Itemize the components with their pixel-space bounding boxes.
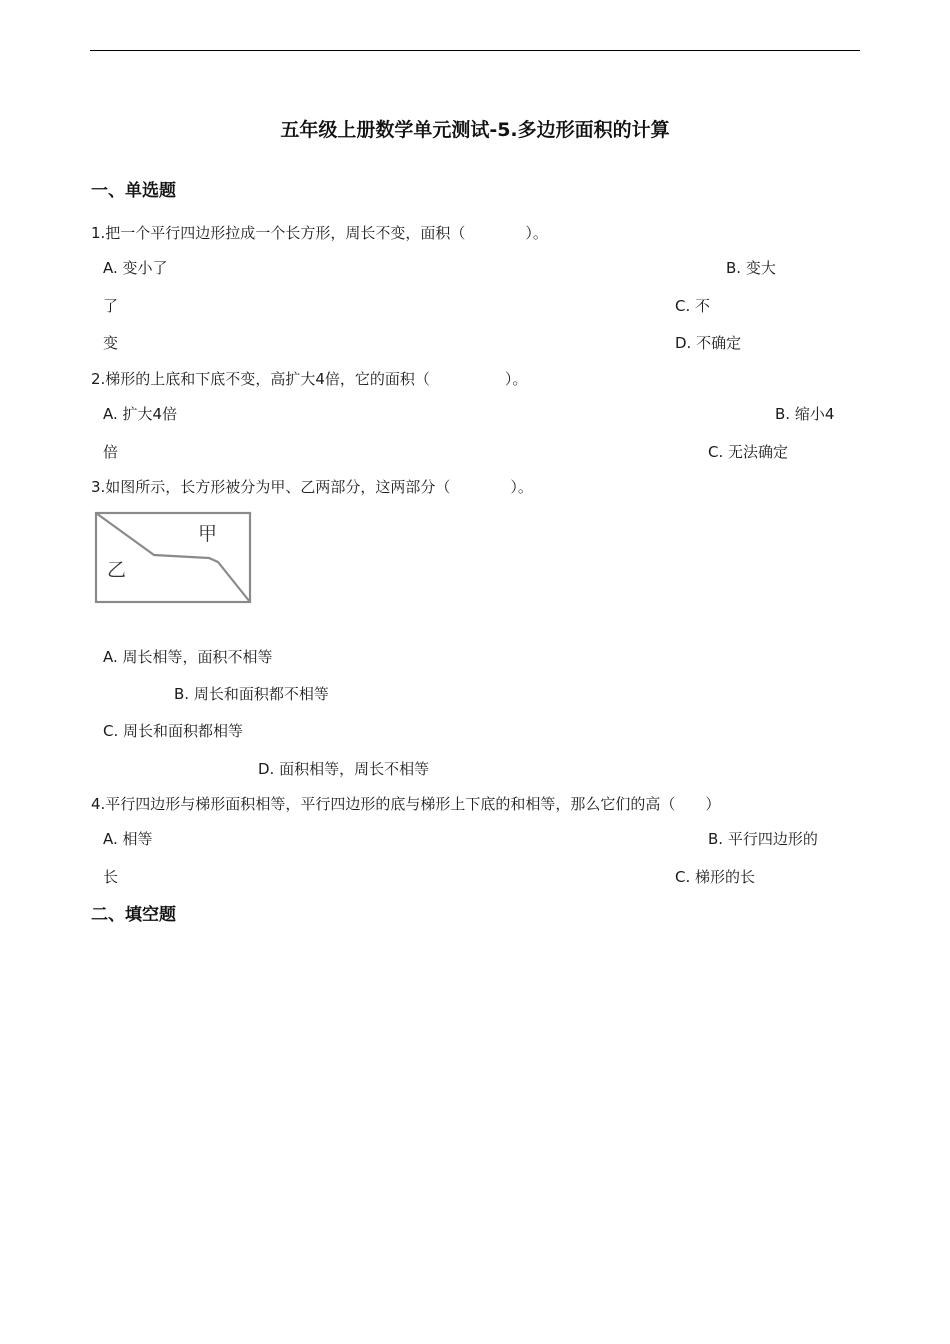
question-4-option-b-wrap: 长 bbox=[103, 868, 119, 886]
question-1-option-d[interactable]: D. 不确定 bbox=[675, 334, 742, 352]
question-2-option-b[interactable]: B. 缩小4 bbox=[775, 405, 835, 423]
question-3-option-d[interactable]: D. 面积相等，周长不相等 bbox=[258, 760, 430, 778]
question-1-option-c-wrap: 变 bbox=[103, 334, 119, 352]
question-1-text: 1.把一个平行四边形拉成一个长方形，周长不变，面积（ ）。 bbox=[91, 224, 548, 242]
question-3-option-b[interactable]: B. 周长和面积都不相等 bbox=[174, 685, 329, 703]
question-4-option-b[interactable]: B. 平行四边形的 bbox=[708, 830, 818, 848]
rectangle-diagram bbox=[92, 508, 258, 608]
question-1-option-b-wrap: 了 bbox=[103, 297, 119, 315]
question-2-text: 2.梯形的上底和下底不变，高扩大4倍，它的面积（ ）。 bbox=[91, 370, 528, 388]
question-3-option-c[interactable]: C. 周长和面积都相等 bbox=[103, 722, 244, 740]
question-4-option-c[interactable]: C. 梯形的长 bbox=[675, 868, 756, 886]
header-rule bbox=[90, 50, 860, 51]
page-title: 五年级上册数学单元测试-5.多边形面积的计算 bbox=[280, 119, 670, 141]
section-heading-single-choice: 一、单选题 bbox=[91, 181, 176, 201]
question-2-option-a[interactable]: A. 扩大4倍 bbox=[103, 405, 178, 423]
question-3-text: 3.如图所示，长方形被分为甲、乙两部分，这两部分（ ）。 bbox=[91, 478, 533, 496]
question-4-text: 4.平行四边形与梯形面积相等，平行四边形的底与梯形上下底的和相等，那么它们的高（ ） bbox=[91, 795, 721, 813]
question-2-option-b-wrap: 倍 bbox=[103, 443, 119, 461]
question-3-figure bbox=[92, 508, 258, 608]
question-2-option-c[interactable]: C. 无法确定 bbox=[708, 443, 789, 461]
dividing-line bbox=[96, 513, 250, 602]
rectangle-outline bbox=[96, 513, 250, 602]
question-1-option-a[interactable]: A. 变小了 bbox=[103, 259, 168, 277]
question-3-option-a[interactable]: A. 周长相等，面积不相等 bbox=[103, 648, 273, 666]
question-1-option-b[interactable]: B. 变大 bbox=[726, 259, 776, 277]
question-1-option-c[interactable]: C. 不 bbox=[675, 297, 711, 315]
section-heading-fill-in: 二、填空题 bbox=[91, 905, 176, 925]
question-4-option-a[interactable]: A. 相等 bbox=[103, 830, 153, 848]
label-yi: 乙 bbox=[107, 559, 127, 581]
label-jia: 甲 bbox=[198, 523, 218, 545]
